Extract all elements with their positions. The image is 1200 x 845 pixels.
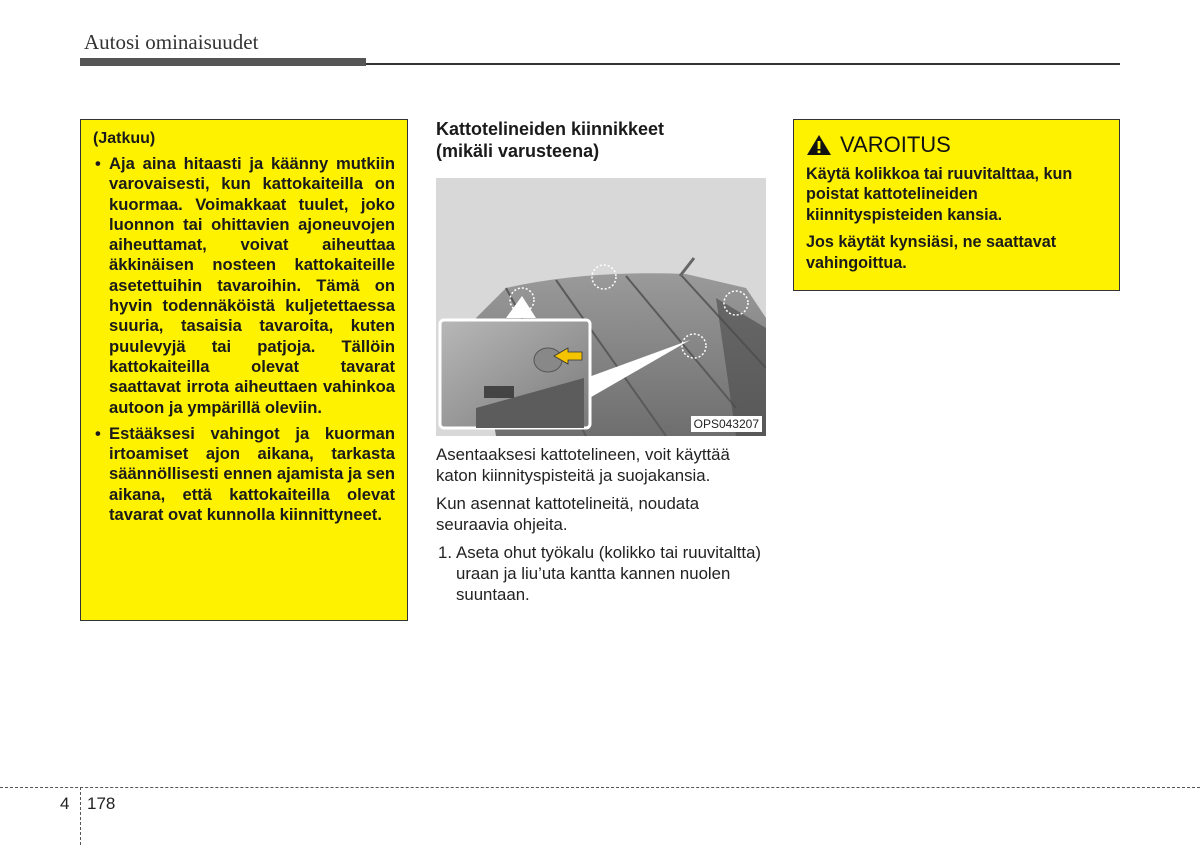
warning-box <box>793 119 1120 291</box>
roof-rack-instructions <box>436 444 766 605</box>
intro-paragraph: Asentaaksesi kattotelineen, voit käyttää katon kiinnityspisteitä ja suojakansia. <box>436 445 730 485</box>
roof-rack-mount-illustration <box>436 178 766 436</box>
section-title: Autosi ominaisuudet <box>84 30 259 54</box>
page-number: 178 <box>87 794 116 813</box>
warning-triangle-icon <box>806 134 832 156</box>
step-1: 1. Aseta ohut työkalu (kolikko tai ruuvitaltta) uraan ja liu’uta kantta kannen nuolen suuntaan. <box>438 543 762 604</box>
warning-text: Käytä kolikkoa tai ruuvitalttaa, kun poistat kattotelineiden kiinnityspisteiden kansia. <box>806 165 1073 224</box>
chapter-number: 4 <box>60 794 70 813</box>
warning-title: VAROITUS <box>806 132 1107 158</box>
caution-list <box>93 154 395 525</box>
instruction-paragraph: Kun asennat kattotelineitä, noudata seuraavia ohjeita. <box>436 494 700 534</box>
header-rule-thick <box>80 58 366 66</box>
caution-continued-box <box>80 119 408 621</box>
header-rule-thin <box>366 63 1120 65</box>
car-roof-image <box>436 178 766 436</box>
list-item: • Aja aina hitaasti ja käänny mutkiin varovaisesti, kun kattokaiteilla on kuormaa. Voimakkaat tuulet, joko luonnon tai ohittavien ajoneuvojen aiheuttamat, voivat aiheuttaa äkkinäisen nosteen kattokaiteille asetettuihin tavaroihin. Tämä on hyvin todennäköistä kuljetettaessa suuria, tasaisia tavaroita, kuten puulevyjä tai patjoja. Tällöin kattokaiteilla olevat tavarat saattavat irrota aiheuttaen vahinkoa autoon ja ympärillä oleviin. <box>95 154 395 417</box>
continued-label: (Jatkuu) <box>93 130 156 147</box>
list-item: • Estääksesi vahingot ja kuorman irtoamiset ajon aikana, tarkasta säännöllisesti ennen ajamista ja sen aikana, että kattokaiteilla olevat tavarat ovat kunnolla kiinnittyneet. <box>95 423 395 525</box>
footer-vertical-divider <box>80 787 81 845</box>
figure-code: OPS043207 <box>691 416 762 432</box>
footer-divider <box>0 787 1200 788</box>
roof-rack-mounts-heading: Kattotelineiden kiinnikkeet (mikäli varusteena) <box>436 119 665 161</box>
warning-text: Jos käytät kynsiäsi, ne saattavat vahingoittua. <box>806 233 1057 272</box>
